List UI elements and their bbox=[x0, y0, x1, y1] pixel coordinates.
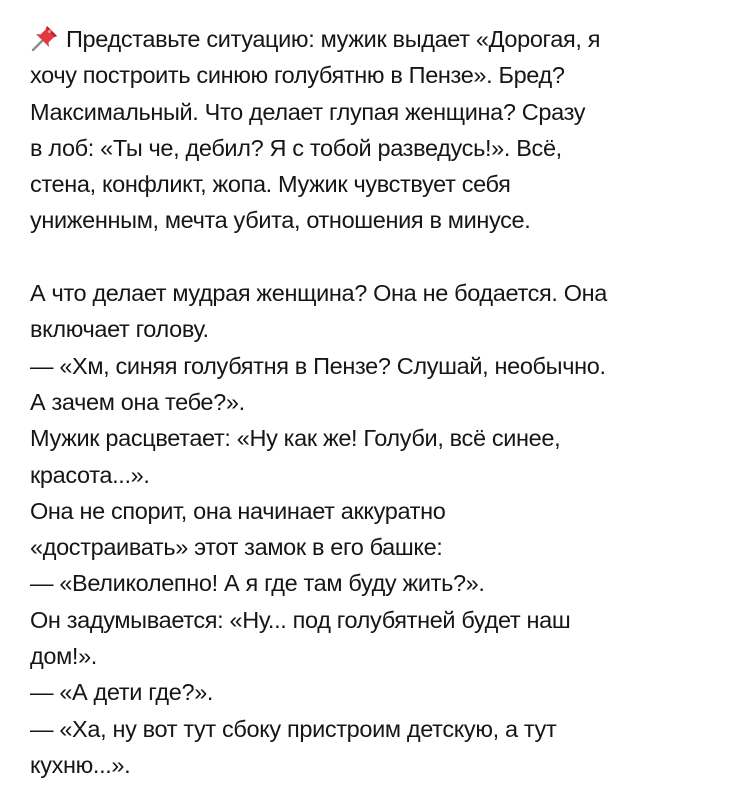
text-line: — «Великолепно! А я где там буду жить?». bbox=[30, 570, 485, 597]
paragraph-gap bbox=[30, 239, 710, 275]
text-line: — «Хм, синяя голубятня в Пензе? Слушай, необычно. bbox=[30, 352, 606, 379]
text-line: — «А дети где?». bbox=[30, 679, 214, 706]
text-line: включает голову. bbox=[30, 316, 209, 343]
text-line: хочу построить синюю голубятню в Пензе». Бред? bbox=[30, 62, 565, 89]
text-line: А что делает мудрая женщина? Она не бодается. Она bbox=[30, 280, 608, 307]
text-line-content: Представьте ситуацию: мужик выдает «Дорогая, я bbox=[66, 26, 601, 52]
text-line: в лоб: «Ты че, дебил? Я с тобой разведусь!». Всё, bbox=[30, 134, 562, 161]
text-line: красота...». bbox=[30, 461, 150, 488]
text-line: Он задумывается: «Ну... под голубятней будет наш bbox=[30, 606, 571, 633]
text-line: стена, конфликт, жопа. Мужик чувствует себя bbox=[30, 171, 511, 198]
text-line: Максимальный. Что делает глупая женщина? Сразу bbox=[30, 98, 586, 125]
text-line: униженным, мечта убита, отношения в минусе. bbox=[30, 207, 531, 234]
pushpin-icon bbox=[30, 23, 60, 53]
text-line: Мужик расцветает: «Ну как же! Голуби, всё синее, bbox=[30, 425, 561, 452]
text-line: дом!». bbox=[30, 643, 97, 670]
text-line: — «Ха, ну вот тут сбоку пристроим детскую, а тут bbox=[30, 715, 557, 742]
text-line: кухню...». bbox=[30, 751, 131, 778]
text-line: Она не спорит, она начинает аккуратно bbox=[30, 497, 446, 524]
text-line bbox=[30, 21, 710, 57]
text-line: «достраивать» этот замок в его башке: bbox=[30, 534, 443, 561]
text-line: А зачем она тебе?». bbox=[30, 388, 245, 415]
